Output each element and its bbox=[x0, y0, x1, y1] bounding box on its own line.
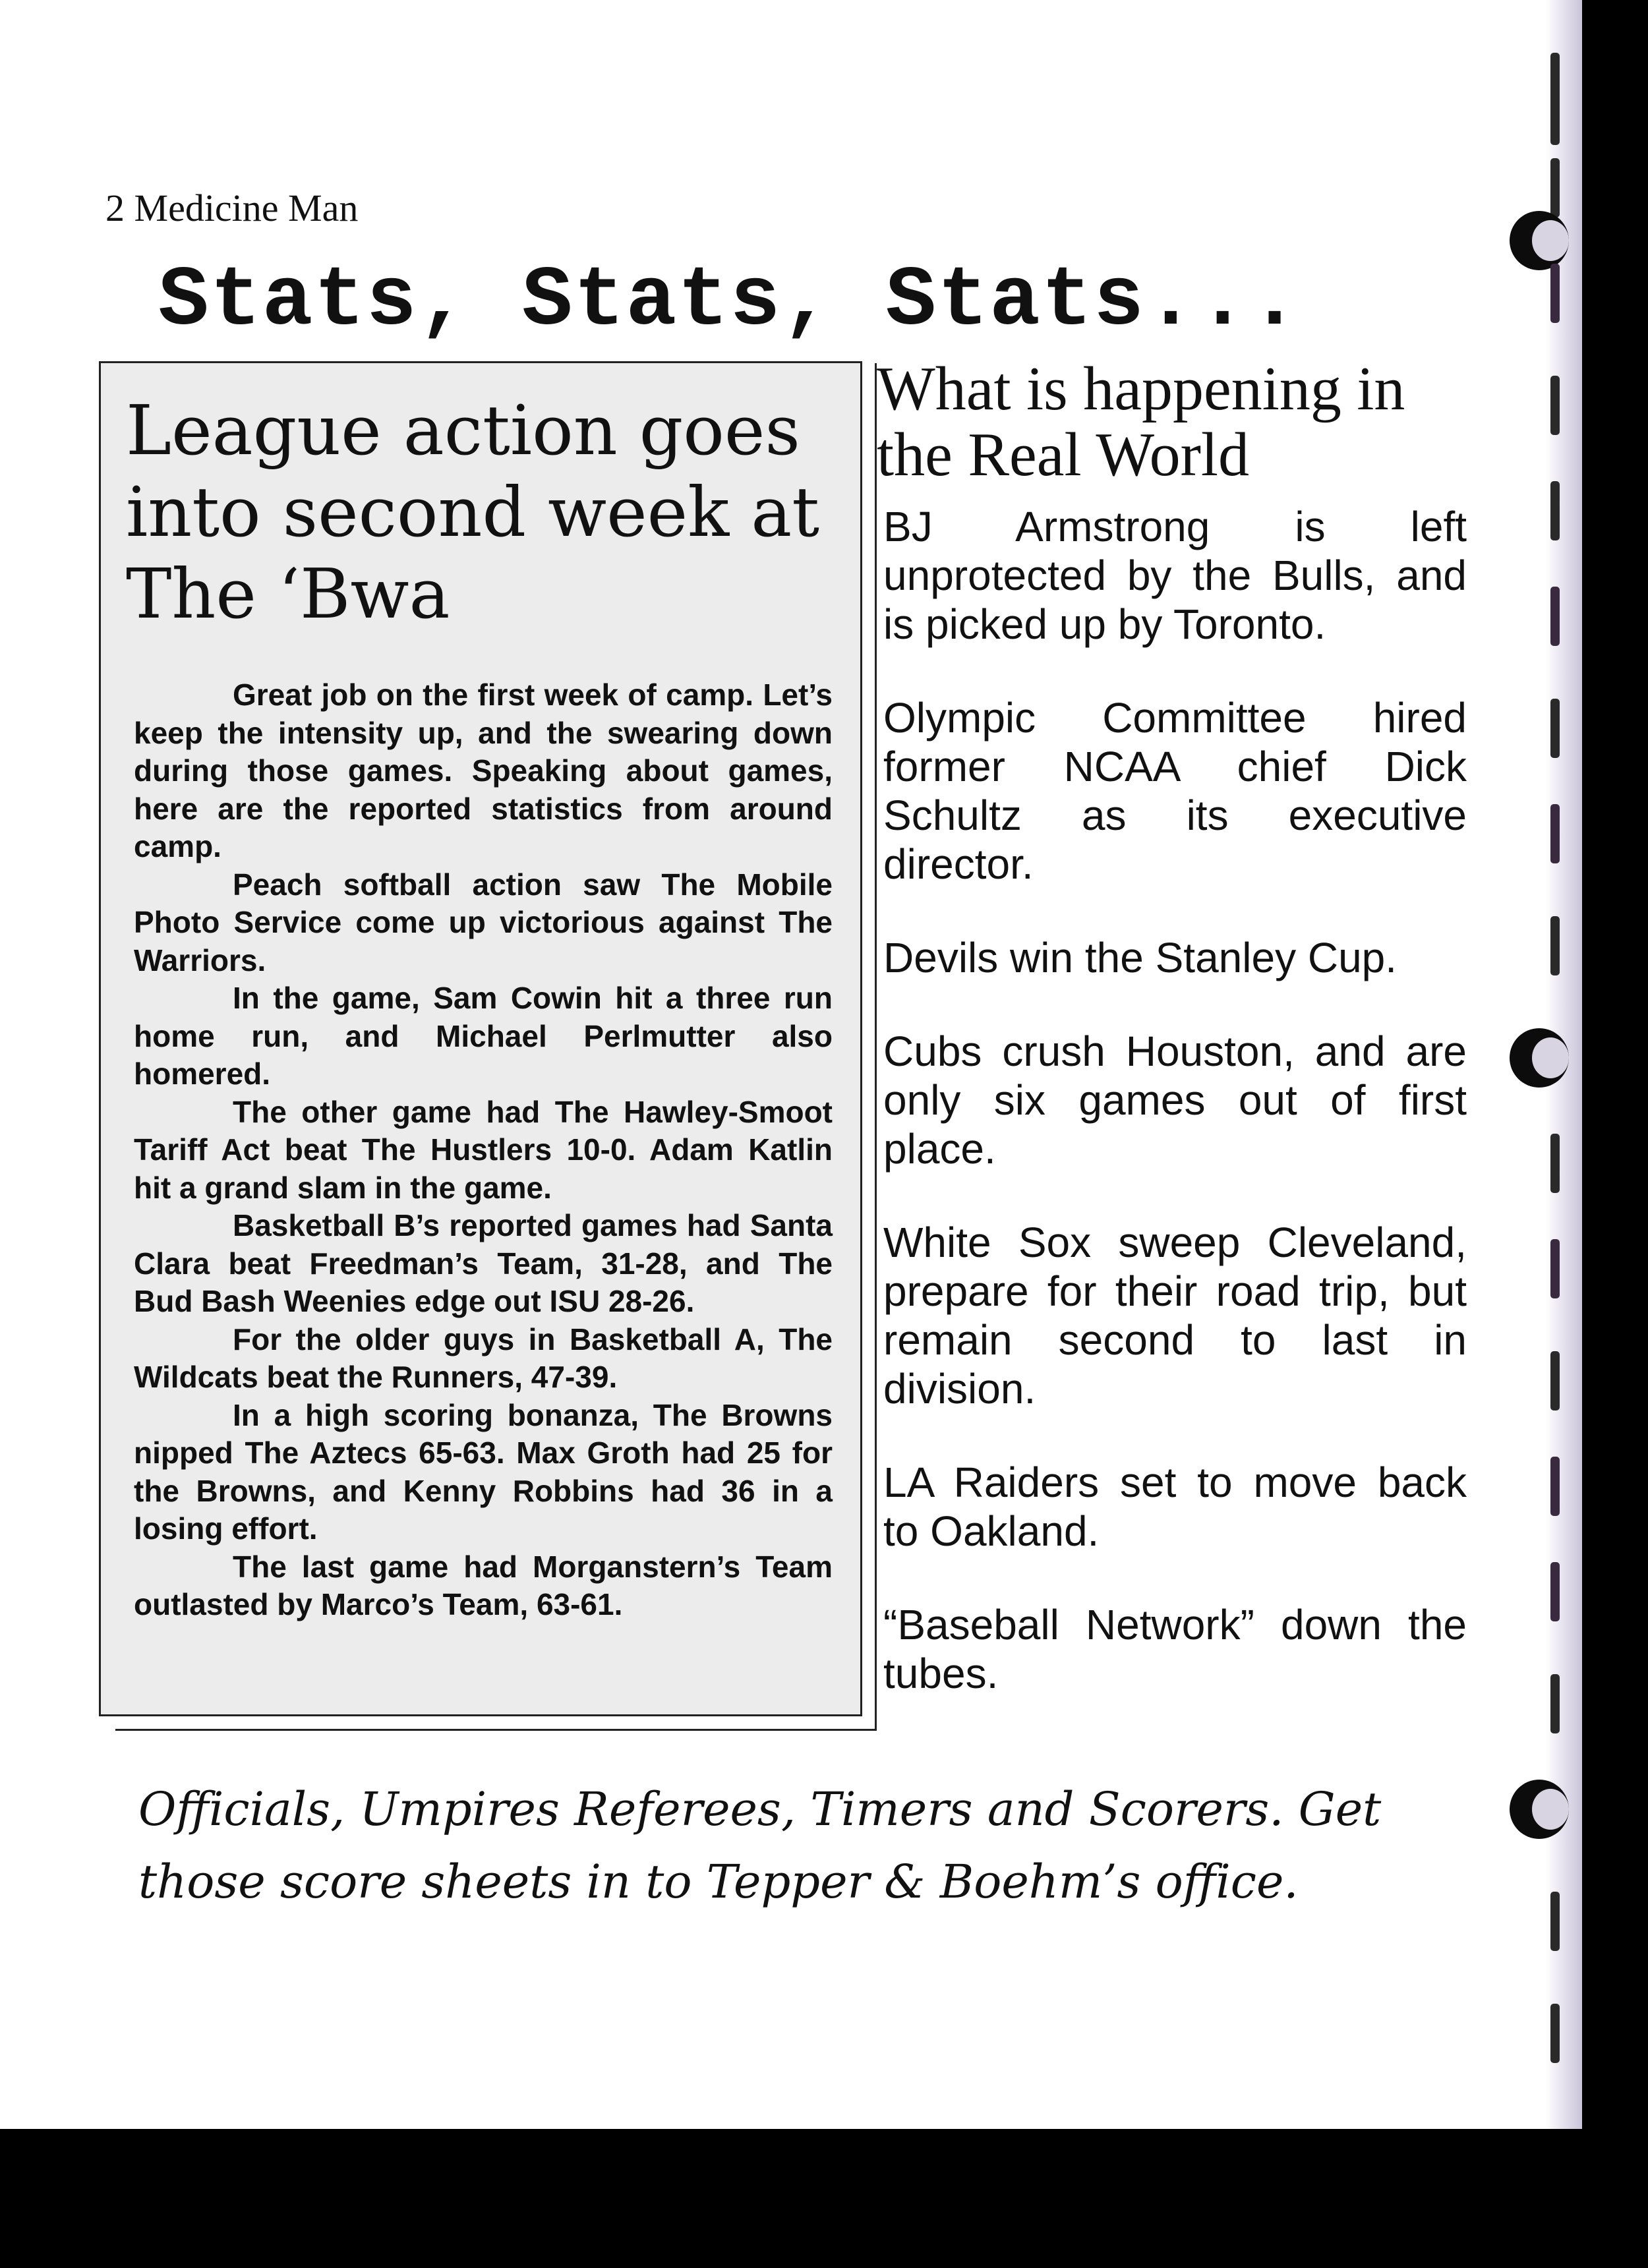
article-paragraph: Great job on the first week of camp. Let’s keep the intensity up, and the swearing down during those games. Speaking about games, here are the reported statistics from around camp. bbox=[134, 678, 833, 863]
binder-slot bbox=[1550, 1351, 1560, 1410]
article-paragraph: Peach softball action saw The Mobile Photo Service come up victorious against The Warriors. bbox=[134, 867, 833, 977]
binder-slot bbox=[1550, 587, 1560, 646]
news-item: Olympic Committee hired former NCAA chief Dick Schultz as its executive director. bbox=[883, 694, 1467, 888]
binder-slot bbox=[1550, 916, 1560, 975]
binder-slot bbox=[1550, 158, 1560, 218]
news-item: Devils win the Stanley Cup. bbox=[883, 934, 1398, 981]
binder-slot bbox=[1550, 1239, 1560, 1298]
binder-slot bbox=[1550, 2004, 1560, 2063]
league-article-body bbox=[134, 676, 833, 1624]
news-item: “Baseball Network” down the tubes. bbox=[883, 1601, 1467, 1697]
running-head: 2 Medicine Man bbox=[105, 187, 359, 229]
article-paragraph: The last game had Morganstern’s Team outlasted by Marco’s Team, 63-61. bbox=[134, 1549, 833, 1621]
binder-slot bbox=[1550, 481, 1560, 540]
league-article-box bbox=[99, 361, 862, 1716]
binder-slot bbox=[1550, 699, 1560, 758]
footer-note: Officials, Umpires Referees, Timers and Scorers. Get those score sheets in to Tepper & Boehm’s office. bbox=[138, 1782, 1382, 1909]
article-paragraph: For the older guys in Basketball A, The Wildcats beat the Runners, 47-39. bbox=[134, 1322, 833, 1394]
binder-slot bbox=[1550, 1134, 1560, 1193]
league-article-headline: League action goes into second week at The ‘Bwa bbox=[126, 390, 820, 634]
binder-hole-icon bbox=[1510, 1780, 1569, 1839]
news-item: Cubs crush Houston, and are only six games out of first place. bbox=[883, 1028, 1467, 1173]
binder-slot bbox=[1550, 376, 1560, 435]
news-item: LA Raiders set to move back to Oakland. bbox=[883, 1459, 1467, 1555]
real-world-headline: What is happening in the Real World bbox=[877, 355, 1405, 489]
binder-hole-icon bbox=[1510, 1028, 1569, 1088]
binder-slot bbox=[1550, 1892, 1560, 1951]
article-paragraph: In a high scoring bonanza, The Browns nipped The Aztecs 65-63. Max Groth had 25 for the Browns, and Kenny Robbins had 36 in a losing effort. bbox=[134, 1397, 833, 1546]
article-paragraph: The other game had The Hawley-Smoot Tariff Act beat The Hustlers 10-0. Adam Katlin hit a grand slam in the game. bbox=[134, 1094, 833, 1205]
binder-slot bbox=[1550, 1562, 1560, 1621]
binder-slot bbox=[1550, 804, 1560, 863]
binder-slot bbox=[1550, 53, 1560, 145]
news-item: White Sox sweep Cleveland, prepare for their road trip, but remain second to last in division. bbox=[883, 1219, 1467, 1412]
binder-slot bbox=[1550, 1457, 1560, 1516]
binder-slot bbox=[1550, 1674, 1560, 1733]
scan-border bbox=[1582, 0, 1648, 2268]
article-paragraph: In the game, Sam Cowin hit a three run home run, and Michael Perlmutter also homered. bbox=[134, 981, 833, 1091]
page-banner: Stats, Stats, Stats... bbox=[158, 254, 1301, 349]
article-paragraph: Basketball B’s reported games had Santa Clara beat Freedman’s Team, 31-28, and The Bud Bash Weenies edge out ISU 28-26. bbox=[134, 1208, 833, 1318]
news-item: BJ Armstrong is left unprotected by the Bulls, and is picked up by Toronto. bbox=[883, 503, 1467, 648]
binder-hole-icon bbox=[1510, 211, 1569, 270]
binder-slot bbox=[1550, 264, 1560, 323]
real-world-column bbox=[877, 356, 1467, 1743]
